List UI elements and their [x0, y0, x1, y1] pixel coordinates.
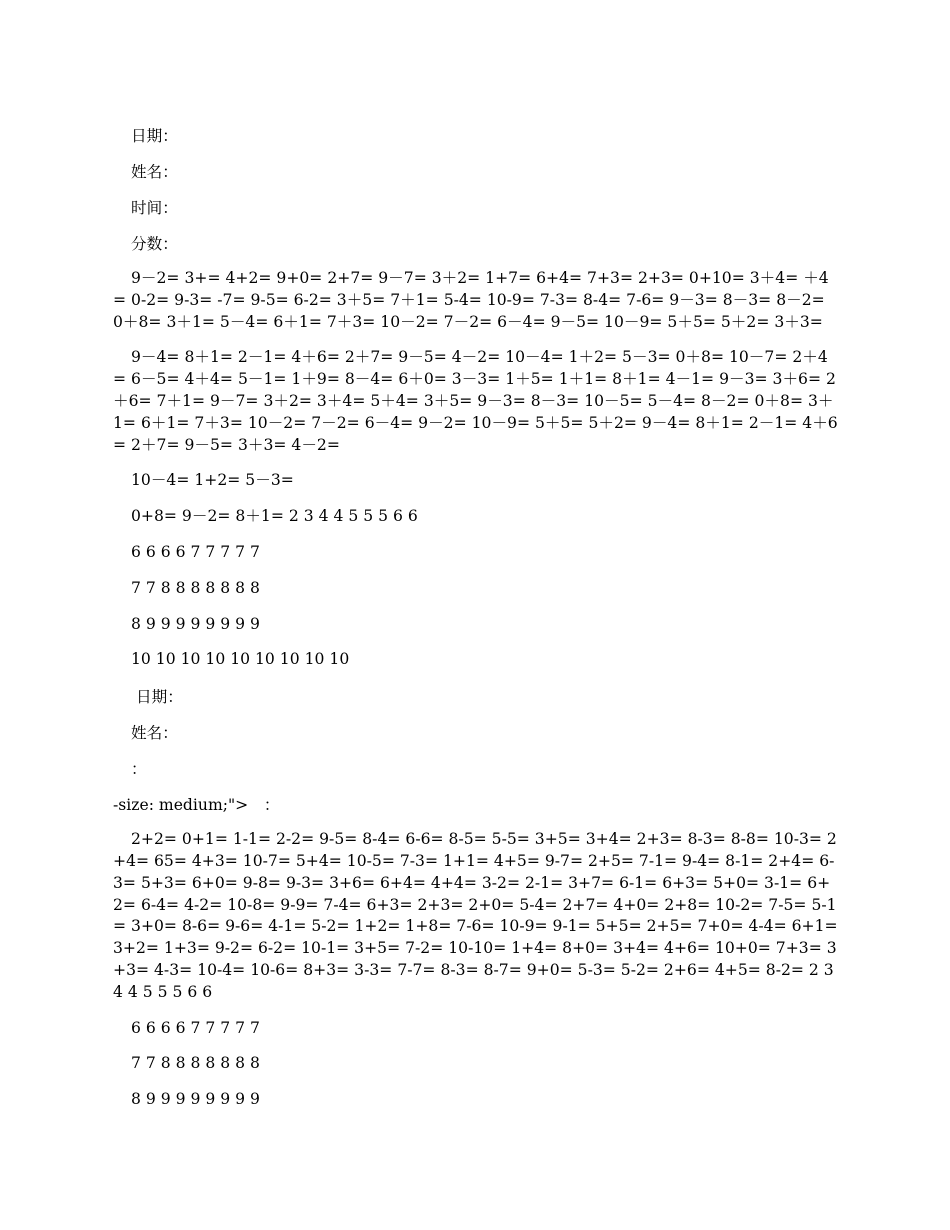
document-page [113, 124, 838, 1125]
problems-paragraph-5: 2+2= 0+1= 1-1= 2-2= 9-5= 8-4= 6-6= 8-5= 5-5= 3+5= 3+4= 2+3= 8-3= 8-8= 10-3= 2+4= 65= 4+3= 10-7= 5+4= 10-5= 7-3= 1+1= 4+5= 9-7= 2+5= 7-1= 9-4= 8-1= 2+4= 6-3= 5+3= 6+0= 9-8= 9-3= 3+6= 6+4= 4+4= 3-2= 2-1= 3+7= 6-1= 6+3= 5+0= 3-1= 6+2= 6-4= 4-2= 10-8= 9-9= 7-4= 6+3= 2+3= 2+0= 5-4= 2+7= 4+0= 2+8= 10-2= 7-5= 5-1= 3+0= 8-6= 9-6= 4-1= 5-2= 1+2= 1+8= 7-6= 10-9= 9-1= 5+5= 2+5= 7+0= 4-4= 6+1= 3+2= 1+3= 9-2= 6-2= 10-1= 3+5= 7-2= 10-10= 1+4= 8+0= 3+4= 4+6= 10+0= 7+3= 3+3= 4-3= 10-4= 10-6= 8+3= 3-3= 7-7= 8-3= 8-7= 9+0= 5-3= 5-2= 2+6= 4+5= 8-2= 2 3 4 4 5 5 5 6 6 [113, 830, 838, 1001]
answer-row-8-second: 8 9 9 9 9 9 9 9 9 [131, 1090, 260, 1109]
answer-row-7: 7 7 8 8 8 8 8 8 8 [131, 578, 260, 597]
problems-paragraph-1: 9－2= 3+= 4+2= 9+0= 2+7= 9－7= 3＋2= 1+7= 6+4= 7+3= 2+3= 0+10= 3＋4= ＋4= 0-2= 9-3= -7= 9-5= 6-2= 3＋5= 7＋1= 5-4= 10-9= 7-3= 8-4= 7-6= 9－3= 8－3= 8－2= 0＋8= 3＋1= 5－4= 6＋1= 7＋3= 10－2= 7－2= 6－4= 9－5= 10－9= 5＋5= 5＋2= 3＋3= [113, 269, 829, 331]
answer-row-7-second: 7 7 8 8 8 8 8 8 8 [131, 1054, 260, 1073]
date-label-2: 日期： [136, 688, 183, 707]
date-label: 日期： [131, 127, 178, 145]
colon-line: ： [131, 760, 147, 779]
problems-paragraph-3: 10－4= 1+2= 5－3= [131, 471, 294, 490]
name-label-2: 姓名： [131, 724, 178, 743]
time-label: 时间： [131, 199, 178, 217]
fragment-line: -size: medium;"> ： [113, 796, 280, 815]
answer-row-10: 10 10 10 10 10 10 10 10 10 [131, 650, 350, 669]
score-label: 分数： [131, 235, 178, 253]
answer-row-8: 8 9 9 9 9 9 9 9 9 [131, 614, 260, 633]
answer-row-6: 6 6 6 6 7 7 7 7 7 [131, 542, 260, 561]
problems-paragraph-4: 0+8= 9－2= 8＋1= 2 3 4 4 5 5 5 6 6 [131, 507, 418, 526]
name-label: 姓名： [131, 163, 178, 181]
answer-row-6-second: 6 6 6 6 7 7 7 7 7 [131, 1018, 260, 1037]
problems-paragraph-2: 9－4= 8＋1= 2－1= 4＋6= 2＋7= 9－5= 4－2= 10－4= 1＋2= 5－3= 0＋8= 10－7= 2＋4= 6－5= 4＋4= 5－1= 1＋9= 8－4= 6＋0= 3－3= 1＋5= 1＋1= 8＋1= 4－1= 9－3= 3＋6= 2＋6= 7＋1= 9－7= 3＋2= 3＋4= 5＋4= 3＋5= 9－3= 8－3= 10－5= 5－4= 8－2= 0＋8= 3＋1= 6＋1= 7＋3= 10－2= 7－2= 6－4= 9－2= 10－9= 5＋5= 5＋2= 9－4= 8＋1= 2－1= 4＋6= 2＋7= 9－5= 3＋3= 4－2= [113, 348, 838, 454]
